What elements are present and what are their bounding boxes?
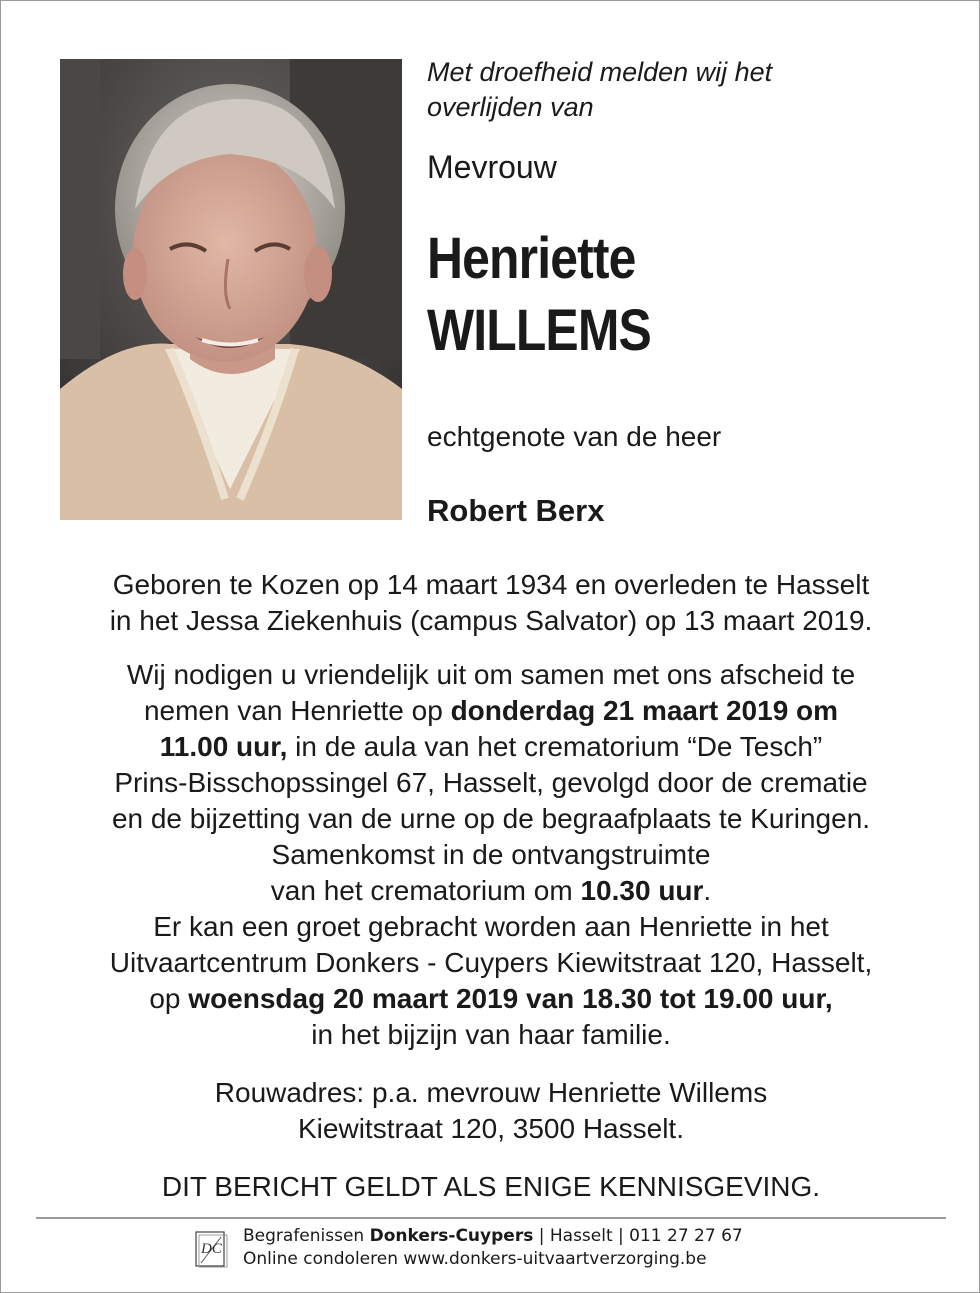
address-line: Kiewitstraat 120, 3500 Hasselt. <box>298 1113 684 1144</box>
intro-line: Met droefheid melden wij het <box>427 57 773 87</box>
obituary-body <box>31 567 951 1205</box>
footer <box>193 1225 813 1275</box>
ceremony-line: Wij nodigen u vriendelijk uit om samen met ons afscheid te <box>126 659 856 690</box>
ceremony-time: 11.00 uur, <box>159 731 288 762</box>
notice: DIT BERICHT GELDT ALS ENIGE KENNISGEVING. <box>161 1171 821 1202</box>
ceremony-line: Uitvaartcentrum Donkers - Cuypers Kiewitstraat 120, Hasselt, <box>109 947 873 978</box>
footer-website-line[interactable]: Online condoleren www.donkers-uitvaartverzorging.be <box>243 1249 707 1269</box>
funeral-home-logo-icon <box>193 1229 229 1269</box>
spouse-intro: echtgenote van de heer <box>427 421 722 452</box>
first-name: Henriette <box>427 226 636 291</box>
ceremony-line: Er kan een groet gebracht worden aan Henriette in het <box>153 911 829 942</box>
spouse-name: Robert Berx <box>427 493 605 528</box>
deceased-name <box>427 223 651 367</box>
ceremony-line: 11.00 uur, in de aula van het crematorium “De Tesch” <box>159 731 823 762</box>
portrait-photo <box>60 59 402 520</box>
ceremony-line: Prins-Bisschopssingel 67, Hasselt, gevolgd door de crematie <box>114 767 868 798</box>
visitation-time: woensdag 20 maart 2019 van 18.30 tot 19.00 uur, <box>188 983 833 1014</box>
birth-death-line: in het Jessa Ziekenhuis (campus Salvator) op 13 maart 2019. <box>109 605 873 636</box>
ceremony-line: Samenkomst in de ontvangstruimte <box>271 839 711 870</box>
ceremony-line: nemen van Henriette op donderdag 21 maart 2019 om <box>143 695 839 726</box>
ceremony-line: en de bijzetting van de urne op de begraafplaats te Kuringen. <box>111 803 871 834</box>
intro-line: overlijden van <box>427 92 594 122</box>
honorific: Mevrouw <box>427 149 557 185</box>
footer-text <box>243 1225 743 1271</box>
footer-divider <box>36 1217 946 1219</box>
intro-text <box>427 55 947 125</box>
ceremony-line: op woensdag 20 maart 2019 van 18.30 tot 19.00 uur, <box>149 983 833 1014</box>
gathering-time: 10.30 uur <box>580 875 704 906</box>
address-line: Rouwadres: p.a. mevrouw Henriette Willems <box>214 1077 768 1108</box>
ceremony-line: van het crematorium om 10.30 uur. <box>270 875 712 906</box>
birth-death-line: Geboren te Kozen op 14 maart 1934 en overleden te Hasselt <box>112 569 870 600</box>
company-name: Donkers-Cuypers <box>369 1226 534 1246</box>
footer-contact-line: Begrafenissen Donkers-Cuypers | Hasselt | 011 27 27 67 <box>243 1226 743 1246</box>
logo-letters: DC <box>201 1241 222 1257</box>
ceremony-date: donderdag 21 maart 2019 om <box>450 695 839 726</box>
ceremony-line: in het bijzijn van haar familie. <box>311 1019 671 1050</box>
last-name: WILLEMS <box>427 298 651 363</box>
